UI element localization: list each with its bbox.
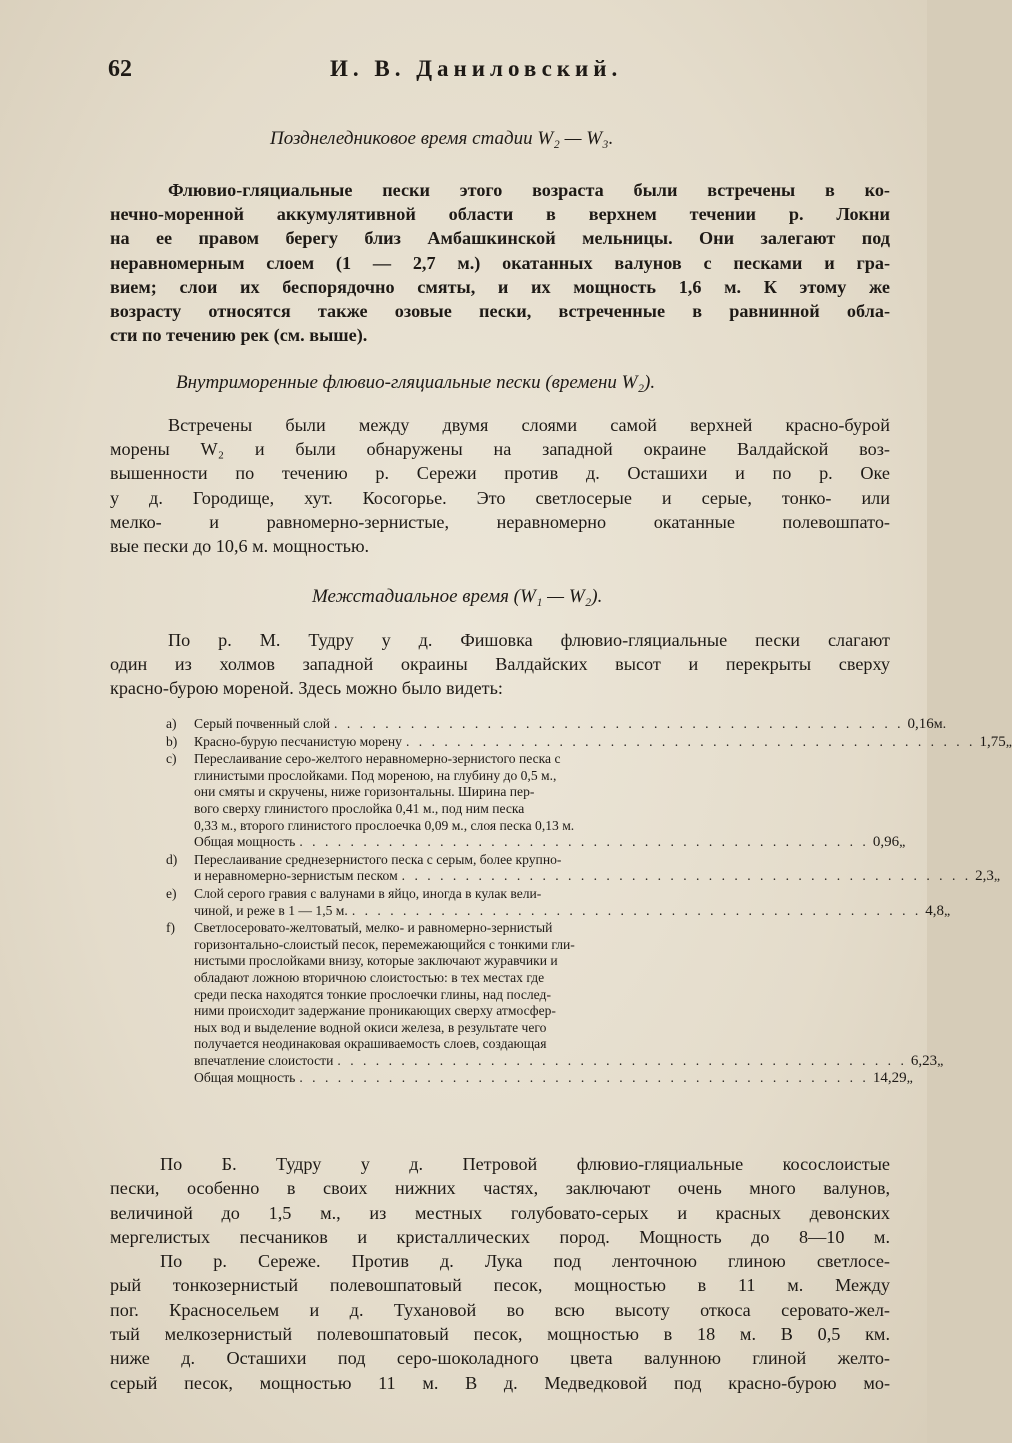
layer-key: f) bbox=[166, 920, 176, 936]
layer-lead-line bbox=[166, 1052, 944, 1071]
layer-lead-text: чиной, и реже в 1 — 1,5 м. bbox=[194, 902, 348, 918]
total-value: 14,29 bbox=[872, 1070, 907, 1087]
layer-thickness: 4,8 bbox=[925, 902, 945, 919]
text-line: неравномерным слоем (1 — 2,7 м.) окатанных валунов с песками и гра- bbox=[110, 252, 890, 273]
layer-lead-text: впечатление слоистости bbox=[194, 1052, 334, 1068]
paragraph-interstadial bbox=[110, 628, 890, 701]
layer-text-line: Слой серого гравия с валунами в яйцо, иногда в кулак вели- bbox=[194, 885, 542, 901]
layer-thickness: 6,23 bbox=[910, 1052, 938, 1069]
layer-lead-text: Красно-бурую песчанистую морену bbox=[194, 733, 402, 749]
layer-thickness: 1,75 bbox=[979, 733, 1006, 750]
layer-text-line: нистыми прослойками внизу, которые заключают журавчики и bbox=[194, 953, 558, 969]
layer-a bbox=[166, 716, 947, 734]
paragraph-late-glacial bbox=[110, 178, 890, 347]
layer-lead-line bbox=[166, 868, 1001, 886]
text-line: ниже д. Осташихи под серо-шоколадного цвета валунною глиной желто- bbox=[110, 1348, 890, 1369]
dot-leader: . . . . . . . . . . . . . . . . . . . . . . . . . . . . . . . . . . . . . . . . . . . . . bbox=[299, 1070, 869, 1086]
text-line: Встречены были между двумя слоями самой верхней красно-бурой bbox=[168, 415, 890, 435]
total-unit: „ bbox=[906, 1071, 913, 1087]
layer-lead-line bbox=[166, 733, 1012, 752]
text-line: серый песок, мощностью 11 м. В д. Медведковой под красно-бурою мо- bbox=[110, 1372, 890, 1393]
text-line: По Б. Тудру у д. Петровой флювио-гляциальные косослоистые bbox=[160, 1154, 890, 1174]
text-line: мелко- и равномерно-зернистые, неравномерно окатанные полевошпато- bbox=[110, 511, 890, 532]
layer-key: a) bbox=[166, 716, 177, 731]
layer-unit: „ bbox=[993, 869, 1001, 885]
layer-text-line: 0,33 м., второго глинистого прослоечка 0,09 м., слоя песка 0,13 м. bbox=[194, 817, 575, 833]
text-line: тый мелкозернистый полевошпатовый песок, мощностью в 18 м. В 0,5 км. bbox=[110, 1324, 890, 1345]
dot-leader: . . . . . . . . . . . . . . . . . . . . . . . . . . . . . . . . . . . . . . . . . . . . . bbox=[337, 1052, 907, 1068]
layer-text-line: обладают ложною вторичною слоистостью: в тех местах где bbox=[194, 969, 545, 985]
layer-unit: „ bbox=[899, 835, 906, 851]
layer-lead-line bbox=[166, 834, 906, 852]
layer-text-line: они смяты и скручены, ниже горизонтальны. Ширина пер- bbox=[194, 784, 535, 800]
page-header bbox=[108, 50, 868, 90]
text-line: у д. Городище, хут. Косогорье. Это светлосерые и серые, тонко- или bbox=[110, 487, 890, 508]
layer-key: d) bbox=[166, 851, 178, 867]
text-line: вышенности по течению р. Сережи против д. Осташихи и по р. Оке bbox=[110, 463, 890, 484]
layer-text-line: ных вод и выделение водной окиси железа, в результате чего bbox=[194, 1019, 547, 1035]
total-label: Общая мощность bbox=[194, 1070, 296, 1086]
layer-text-line: глинистыми прослойками. Под мореною, на глубину до 0,5 м., bbox=[194, 767, 557, 783]
text-line: сти по течению рек (см. выше). bbox=[110, 325, 368, 346]
layer-lead-text: Серый почвенный слой bbox=[194, 716, 331, 731]
layer-unit: „ bbox=[937, 1053, 944, 1069]
layer-f bbox=[166, 920, 944, 1070]
paragraph-intramorainic bbox=[110, 413, 890, 558]
text-line: красно-бурою мореной. Здесь можно было видеть: bbox=[110, 678, 503, 699]
text-line: на ее правом берегу близ Амбашкинской мельницы. Они залегают под bbox=[110, 228, 890, 249]
text-line: нечно-моренной аккумулятивной области в верхнем течении р. Локни bbox=[110, 204, 890, 225]
layer-lead-text: Общая мощность bbox=[194, 834, 296, 850]
layer-unit: м. bbox=[933, 717, 947, 732]
text-line: величиной до 1,5 м., из местных голубовато-серых и красных девонских bbox=[110, 1202, 890, 1223]
layer-key: b) bbox=[166, 733, 178, 749]
text-line: морены W₂ и были обнаружены на западной окраине Валдайской воз- bbox=[110, 439, 890, 460]
layer-text-line: Переслаивание серо-желтого неравномерно-зернистого песка с bbox=[194, 751, 561, 767]
text-line: По р. Сереже. Против д. Лука под ленточною глиною светлосе- bbox=[160, 1251, 890, 1272]
page-number: 62 bbox=[108, 56, 132, 82]
dot-leader: . . . . . . . . . . . . . . . . . . . . . . . . . . . . . . . . . . . . . . . . . . . . . bbox=[351, 902, 922, 918]
text-line: вием; слои их беспорядочно смяты, и их мощность 1,6 м. К этому же bbox=[110, 276, 890, 297]
layer-d bbox=[166, 851, 1001, 886]
text-line: пески, особенно в своих нижних частях, заключают очень много валунов, bbox=[110, 1178, 890, 1199]
layer-thickness: 0,96 bbox=[872, 834, 900, 851]
text-line: один из холмов западной окраины Валдайских высот и перекрыты сверху bbox=[110, 654, 890, 675]
layer-b bbox=[166, 733, 1012, 752]
stratigraphic-section-list bbox=[166, 716, 1012, 1088]
text-line: пог. Красносельем и д. Тухановой во всю высоту откоса серовато-жел- bbox=[110, 1299, 890, 1320]
text-line: Флювио-гляциальные пески этого возраста были встречены в ко- bbox=[168, 180, 890, 200]
running-head-author: И. В. Даниловский. bbox=[330, 56, 623, 81]
section-title-intramorainic: Внутриморенные флювио-гляциальные пески (времени W₂). bbox=[176, 372, 656, 393]
layer-text-line: ними происходит задержание проникающих сверху атмосфер- bbox=[194, 1003, 556, 1019]
text-line: По р. М. Тудру у д. Фишовка флювио-гляциальные пески слагают bbox=[168, 630, 890, 650]
dot-leader: . . . . . . . . . . . . . . . . . . . . . . . . . . . . . . . . . . . . . . . . . . . . . bbox=[334, 716, 904, 731]
dot-leader: . . . . . . . . . . . . . . . . . . . . . . . . . . . . . . . . . . . . . . . . . . . . . bbox=[405, 733, 976, 749]
layer-text-line: Переслаивание среднезернистого песка с серым, более крупно- bbox=[194, 851, 562, 867]
layer-key: c) bbox=[166, 751, 177, 767]
text-line: возрасту относятся также озовые пески, встреченные в равнинной обла- bbox=[110, 301, 890, 322]
text-line: рый тонкозернистый полевошпатовый песок, мощностью в 11 м. Между bbox=[110, 1275, 890, 1296]
layer-c bbox=[166, 751, 906, 852]
layer-thickness: 0,16 bbox=[907, 716, 934, 732]
layer-lead-line bbox=[166, 1070, 913, 1088]
text-line: вые пески до 10,6 м. мощностью. bbox=[110, 536, 370, 557]
layer-text-line: вого сверху глинистого прослойка 0,41 м., под ним песка bbox=[194, 800, 525, 816]
layer-lead-line bbox=[166, 716, 947, 734]
layer-key: e) bbox=[166, 885, 177, 901]
layer-text-line: горизонтально-слоистый песок, перемежающийся с тонкими гли- bbox=[194, 936, 575, 952]
layer-thickness: 2,3 bbox=[975, 868, 994, 885]
layer-lead-text: и неравномерно-зернистым песком bbox=[194, 868, 398, 884]
layer-lead-line bbox=[166, 902, 951, 921]
layer-text-line: Светлосеровато-желтоватый, мелко- и равномерно-зернистый bbox=[194, 920, 553, 936]
dot-leader: . . . . . . . . . . . . . . . . . . . . . . . . . . . . . . . . . . . . . . . . . . . . . bbox=[401, 868, 972, 884]
layer-unit: „ bbox=[1005, 734, 1012, 750]
layer-text-line: получается неодинаковая окрашиваемость слоев, создающая bbox=[194, 1036, 547, 1052]
text-line: мергелистых песчаников и кристаллических пород. Мощность до 8—10 м. bbox=[110, 1226, 890, 1247]
dot-leader: . . . . . . . . . . . . . . . . . . . . . . . . . . . . . . . . . . . . . . . . . . . . . bbox=[299, 834, 869, 850]
layer-unit: „ bbox=[944, 903, 951, 919]
layer-e bbox=[166, 885, 951, 920]
paragraph-b-tudr-serezha bbox=[110, 1152, 890, 1395]
section-title-interstadial: Межстадиальное время (W₁ — W₂). bbox=[312, 586, 603, 607]
total-thickness bbox=[166, 1070, 913, 1088]
layer-text-line: среди песка находятся тонкие прослоечки глины, над послед- bbox=[194, 986, 551, 1002]
section-title-late-glacial: Позднеледниковое время стадии W₂ — W₃. bbox=[270, 128, 614, 149]
